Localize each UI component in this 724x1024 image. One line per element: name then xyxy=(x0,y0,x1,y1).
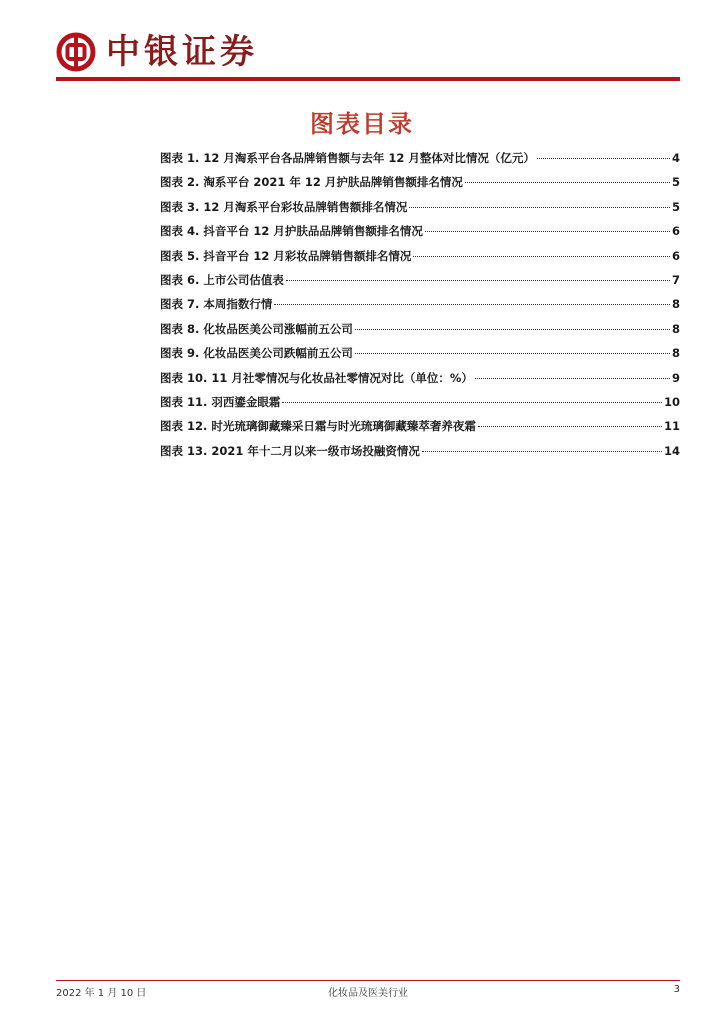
toc-dot-leader xyxy=(475,378,670,379)
toc-entry-page[interactable]: 5 xyxy=(671,175,680,190)
toc-dot-leader xyxy=(465,182,670,183)
toc-entry-page[interactable]: 7 xyxy=(671,272,680,287)
toc-entry-label[interactable]: 图表 13. 2021 年十二月以来一级市场投融资情况 xyxy=(160,443,420,458)
toc-entry-label[interactable]: 图表 3. 12 月淘系平台彩妆品牌销售额排名情况 xyxy=(160,199,408,214)
toc-entry[interactable] xyxy=(160,418,680,442)
toc-entry-page[interactable]: 9 xyxy=(671,370,680,385)
toc-entry-page[interactable]: 6 xyxy=(671,224,680,239)
toc-entry[interactable] xyxy=(160,272,680,296)
header-divider xyxy=(56,77,680,81)
toc-entry-label[interactable]: 图表 7. 本周指数行情 xyxy=(160,297,273,312)
toc-entry[interactable] xyxy=(160,443,680,467)
toc-entry-label[interactable]: 图表 6. 上市公司估值表 xyxy=(160,272,284,287)
footer-divider xyxy=(56,980,680,981)
toc-dot-leader xyxy=(286,280,670,281)
header xyxy=(56,28,258,76)
toc-entry-label[interactable]: 图表 1. 12 月淘系平台各品牌销售额与去年 12 月整体对比情况（亿元） xyxy=(160,151,535,165)
toc-entry[interactable] xyxy=(160,174,680,198)
toc-entry-page[interactable]: 6 xyxy=(671,248,680,263)
toc-entry-page[interactable]: 10 xyxy=(663,394,680,409)
toc-entry[interactable] xyxy=(160,394,680,418)
toc-dot-leader xyxy=(355,353,670,354)
toc-dot-leader xyxy=(282,402,662,403)
toc-dot-leader xyxy=(422,451,662,452)
toc-entry-label[interactable]: 图表 2. 淘系平台 2021 年 12 月护肤品牌销售额排名情况 xyxy=(160,175,463,190)
toc-dot-leader xyxy=(537,158,670,159)
toc-entry-label[interactable]: 图表 9. 化妆品医美公司跌幅前五公司 xyxy=(160,346,353,361)
toc-entry-page[interactable]: 8 xyxy=(671,297,680,312)
toc-entry-label[interactable]: 图表 12. 时光琉璃御藏臻采日霜与时光琉璃御藏臻萃奢养夜霜 xyxy=(160,419,476,434)
bank-of-china-logo-icon xyxy=(56,32,96,72)
toc-dot-leader xyxy=(413,256,670,257)
toc-entry[interactable] xyxy=(160,370,680,394)
toc-entry-page[interactable]: 11 xyxy=(663,419,680,434)
toc-entry-page[interactable]: 8 xyxy=(671,346,680,361)
toc-title: 图表目录 xyxy=(310,110,414,138)
toc-entry-page[interactable]: 5 xyxy=(671,199,680,214)
toc-entry[interactable] xyxy=(160,248,680,272)
toc-entry-label[interactable]: 图表 5. 抖音平台 12 月彩妆品牌销售额排名情况 xyxy=(160,248,412,263)
toc-dot-leader xyxy=(425,231,670,232)
toc-entry-label[interactable]: 图表 11. 羽西鎏金眼霜 xyxy=(160,394,281,409)
company-name: 中银证券 xyxy=(106,32,258,72)
toc-entry-page[interactable]: 4 xyxy=(671,151,680,165)
footer xyxy=(56,984,680,1000)
toc-entry[interactable] xyxy=(160,223,680,247)
toc-entry-label[interactable]: 图表 10. 11 月社零情况与化妆品社零情况对比（单位：%） xyxy=(160,370,473,385)
toc-dot-leader xyxy=(274,304,670,305)
toc-entry-page[interactable]: 14 xyxy=(663,443,680,458)
toc-dot-leader xyxy=(478,426,662,427)
toc-entry[interactable] xyxy=(160,296,680,320)
footer-page-number: 3 xyxy=(673,984,680,995)
toc-list xyxy=(160,150,680,467)
footer-date: 2022 年 1 月 10 日 xyxy=(56,988,147,999)
toc-entry[interactable] xyxy=(160,321,680,345)
toc-entry[interactable] xyxy=(160,199,680,223)
toc-entry[interactable] xyxy=(160,345,680,369)
toc-entry-label[interactable]: 图表 4. 抖音平台 12 月护肤品品牌销售额排名情况 xyxy=(160,224,423,239)
toc-dot-leader xyxy=(355,329,670,330)
toc-entry-page[interactable]: 8 xyxy=(671,321,680,336)
toc-entry[interactable] xyxy=(160,150,680,174)
toc-entry-label[interactable]: 图表 8. 化妆品医美公司涨幅前五公司 xyxy=(160,321,353,336)
toc-dot-leader xyxy=(409,207,670,208)
footer-section: 化妆品及医美行业 xyxy=(328,988,408,999)
